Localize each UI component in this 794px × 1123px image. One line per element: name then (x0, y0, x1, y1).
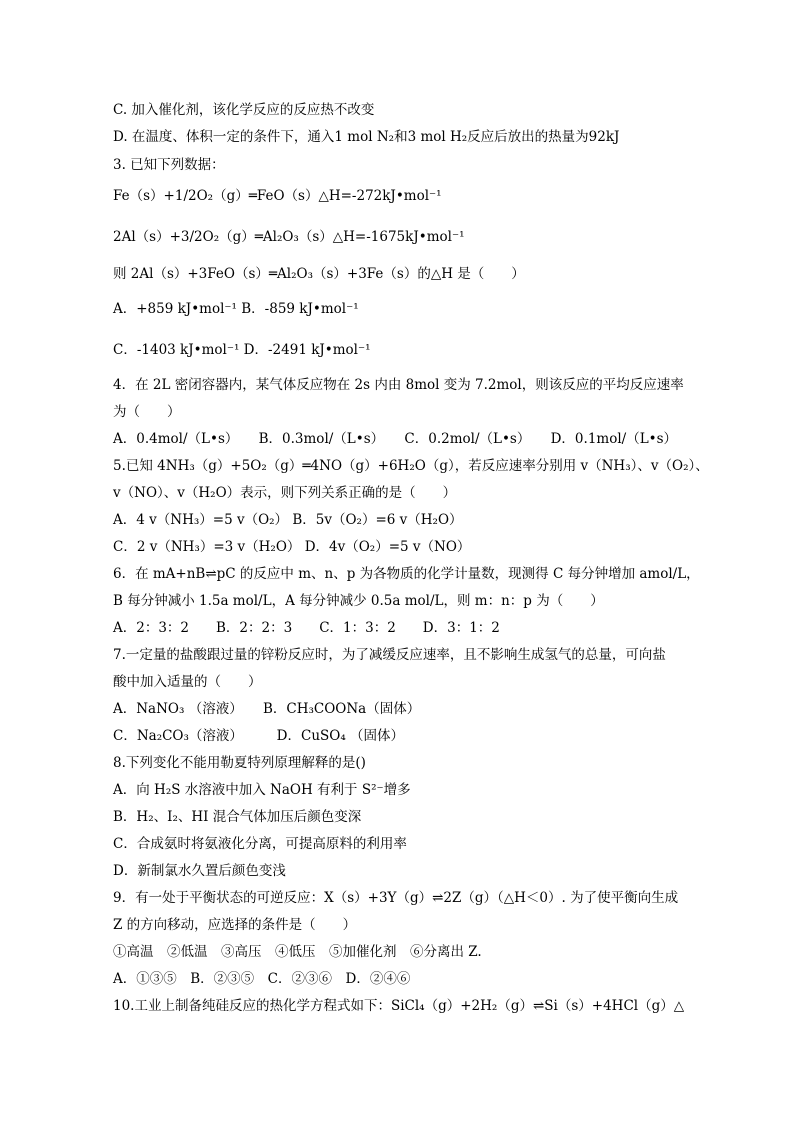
q3-equation-2 (113, 228, 464, 246)
q3-ask: 则 2Al（s）+3FeO（s）═Al₂O₃（s）+3Fe（s）的△H 是（ ） (113, 266, 525, 282)
q3-equation-1 (113, 187, 442, 205)
q3-options-ab: A．+859 kJ•mol⁻¹ B．-859 kJ•mol⁻¹ (113, 301, 359, 317)
q7-options-ab: A．NaNO₃ （溶液） B．CH₃COONa（固体） (113, 701, 421, 717)
q6-options: A．2：3：2 B．2：2：3 C．1：3：2 D．3：1：2 (113, 620, 500, 636)
q7-options-cd: C．Na₂CO₃（溶液） D．CuSO₄ （固体） (113, 728, 405, 744)
option-d-text: D. 在温度、体积一定的条件下，通入1 mol N₂和3 mol H₂反应后放出的热量为92kJ (113, 129, 620, 145)
option-c-text: C. 加入催化剂，该化学反应的反应热不改变 (113, 102, 375, 118)
q8-stem: 8.下列变化不能用勒夏特列原理解释的是() (113, 755, 366, 771)
q9-options: A．①③⑤ B．②③⑤ C．②③⑥ D．②④⑥ (113, 971, 411, 987)
q4-options: A．0.4mol/（L•s） B．0.3mol/（L•s） C．0.2mol/（L•s） D．0.1mol/（L•s） (113, 431, 678, 447)
q9-line-2: Z 的方向移动，应选择的条件是（ ） (113, 917, 357, 933)
q5-options-cd: C．2 v（NH₃）=3 v（H₂O） D．4v（O₂）=5 v（NO） (113, 539, 471, 555)
q3-equation-1-text: Fe（s）+1/2O₂（g）═FeO（s）△H=-272kJ•mol⁻¹ (113, 188, 442, 204)
q7-line-2: 酸中加入适量的（ ） (113, 674, 262, 690)
q8-option-c: C．合成氨时将氨液化分离，可提高原料的利用率 (113, 836, 407, 852)
q4-line-2: 为（ ） (113, 404, 181, 420)
option-d (113, 128, 619, 146)
option-c (113, 101, 374, 119)
q8-option-b: B．H₂、I₂、HI 混合气体加压后颜色变深 (113, 809, 362, 825)
q3-options-cd: C．-1403 kJ•mol⁻¹ D．-2491 kJ•mol⁻¹ (113, 342, 371, 358)
q9-conditions: ①高温 ②低温 ③高压 ④低压 ⑤加催化剂 ⑥分离出 Z. (113, 944, 482, 960)
q5-options-ab: A．4 v（NH₃）=5 v（O₂） B．5v（O₂）=6 v（H₂O） (113, 512, 463, 528)
q8-option-a: A．向 H₂S 水溶液中加入 NaOH 有利于 S²⁻增多 (113, 782, 411, 798)
q8-option-d: D．新制氯水久置后颜色变浅 (113, 863, 286, 879)
q6-line-1: 6．在 mA+nB⇌pC 的反应中 m、n、p 为各物质的化学计量数，现测得 C 每分钟增加 amol/L， (113, 566, 700, 582)
q5-line-1: 5.已知 4NH₃（g）+5O₂（g）═4NO（g）+6H₂O（g），若反应速率分别用 v（NH₃）、v（O₂）、 (113, 458, 709, 474)
q6-line-2: B 每分钟减小 1.5a mol/L，A 每分钟减少 0.5a mol/L，则 m：n：p 为（ ） (113, 593, 604, 609)
q4-line-1: 4．在 2L 密闭容器内，某气体反应物在 2s 内由 8mol 变为 7.2mol，则该反应的平均反应速率 (113, 377, 684, 393)
q10-line-1: 10.工业上制备纯硅反应的热化学方程式如下：SiCl₄（g）+2H₂（g）⇌Si（s）+4HCl（g）△ (113, 998, 685, 1014)
q3-equation-2-text: 2Al（s）+3/2O₂（g）═Al₂O₃（s）△H=-1675kJ•mol⁻¹ (113, 229, 465, 245)
q7-line-1: 7.一定量的盐酸跟过量的锌粉反应时，为了减缓反应速率，且不影响生成氢气的总量，可向盐 (113, 647, 666, 663)
q3-stem: 3. 已知下列数据： (113, 157, 225, 173)
q9-line-1: 9．有一处于平衡状态的可逆反应：X（s）+3Y（g）⇌2Z（g）（△H＜0）. 为了使平衡向生成 (113, 890, 679, 906)
q5-line-2: v（NO）、v（H₂O）表示，则下列关系正确的是（ ） (113, 485, 457, 501)
